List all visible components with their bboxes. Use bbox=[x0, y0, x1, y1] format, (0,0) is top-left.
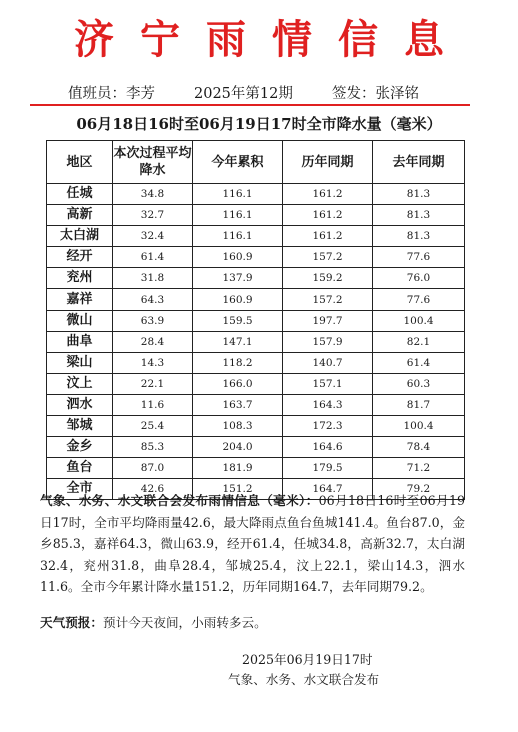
summary-paragraph bbox=[40, 490, 465, 598]
value-cell: 157.2 bbox=[283, 247, 373, 268]
table-row bbox=[47, 331, 465, 352]
value-cell: 60.3 bbox=[373, 373, 465, 394]
table-heading: 06月18日16时至06月19日17时全市降水量（毫米） bbox=[76, 115, 442, 133]
forecast-label: 天气预报： bbox=[40, 615, 103, 630]
value-cell: 161.2 bbox=[283, 184, 373, 205]
area-cell: 金乡 bbox=[47, 437, 113, 458]
col-header-year-total: 今年累积 bbox=[193, 141, 283, 184]
value-cell: 159.2 bbox=[283, 268, 373, 289]
value-cell: 34.8 bbox=[113, 184, 193, 205]
value-cell: 81.3 bbox=[373, 226, 465, 247]
value-cell: 116.1 bbox=[193, 226, 283, 247]
value-cell: 71.2 bbox=[373, 458, 465, 479]
value-cell: 157.9 bbox=[283, 331, 373, 352]
rainfall-table bbox=[46, 140, 465, 500]
duty-officer: 值班员：李芳 bbox=[68, 86, 155, 102]
table-row bbox=[47, 416, 465, 437]
value-cell: 179.5 bbox=[283, 458, 373, 479]
value-cell: 157.2 bbox=[283, 289, 373, 310]
table-row bbox=[47, 247, 465, 268]
value-cell: 160.9 bbox=[193, 289, 283, 310]
table-header-row bbox=[47, 141, 465, 184]
value-cell: 181.9 bbox=[193, 458, 283, 479]
value-cell: 147.1 bbox=[193, 331, 283, 352]
value-cell: 87.0 bbox=[113, 458, 193, 479]
table-row bbox=[47, 205, 465, 226]
value-cell: 28.4 bbox=[113, 331, 193, 352]
value-cell: 81.7 bbox=[373, 394, 465, 415]
value-cell: 116.1 bbox=[193, 205, 283, 226]
col-header-process-avg: 本次过程平均降水 bbox=[113, 141, 193, 184]
table-body bbox=[47, 184, 465, 500]
signer: 签发：张泽铭 bbox=[332, 86, 419, 102]
value-cell: 63.9 bbox=[113, 310, 193, 331]
table-row bbox=[47, 289, 465, 310]
value-cell: 108.3 bbox=[193, 416, 283, 437]
value-cell: 164.6 bbox=[283, 437, 373, 458]
value-cell: 81.3 bbox=[373, 184, 465, 205]
value-cell: 164.3 bbox=[283, 394, 373, 415]
table-row bbox=[47, 184, 465, 205]
value-cell: 172.3 bbox=[283, 416, 373, 437]
area-cell: 邹城 bbox=[47, 416, 113, 437]
table-row bbox=[47, 310, 465, 331]
value-cell: 82.1 bbox=[373, 331, 465, 352]
value-cell: 160.9 bbox=[193, 247, 283, 268]
issue-number: 2025年第12期 bbox=[194, 86, 293, 102]
value-cell: 64.3 bbox=[113, 289, 193, 310]
area-cell: 泗水 bbox=[47, 394, 113, 415]
footer-date: 2025年06月19日17时 bbox=[242, 652, 373, 667]
area-cell: 曲阜 bbox=[47, 331, 113, 352]
value-cell: 42.6 bbox=[113, 479, 193, 500]
value-cell: 61.4 bbox=[113, 247, 193, 268]
value-cell: 166.0 bbox=[193, 373, 283, 394]
forecast-text: 预计今天夜间，小雨转多云。 bbox=[102, 615, 267, 630]
forecast-paragraph bbox=[40, 613, 470, 633]
value-cell: 25.4 bbox=[113, 416, 193, 437]
table-row bbox=[47, 437, 465, 458]
table-row bbox=[47, 394, 465, 415]
col-header-last-year: 去年同期 bbox=[373, 141, 465, 184]
value-cell: 100.4 bbox=[373, 310, 465, 331]
summary-label: 气象、水务、水文联合会发布雨情信息（毫米）： bbox=[40, 493, 319, 508]
value-cell: 11.6 bbox=[113, 394, 193, 415]
value-cell: 204.0 bbox=[193, 437, 283, 458]
area-cell: 全市 bbox=[47, 479, 113, 500]
value-cell: 61.4 bbox=[373, 352, 465, 373]
value-cell: 161.2 bbox=[283, 205, 373, 226]
area-cell: 嘉祥 bbox=[47, 289, 113, 310]
value-cell: 159.5 bbox=[193, 310, 283, 331]
value-cell: 100.4 bbox=[373, 416, 465, 437]
value-cell: 163.7 bbox=[193, 394, 283, 415]
table-row bbox=[47, 268, 465, 289]
value-cell: 14.3 bbox=[113, 352, 193, 373]
value-cell: 161.2 bbox=[283, 226, 373, 247]
summary-text: 06月18日16时至06月19日17时，全市平均降雨量42.6，最大降雨点鱼台鱼城141.4。鱼台87.0，金乡85.3，嘉祥64.3，微山63.9，经开61.4，任城34.8，高新32.7，太白湖32.4，兖州31.8，曲阜28.4，邹城25.4，汶上22.1，梁山14.3，泗水11.6。全市今年累计降水量151.2，历年同期164.7，去年同期79.2。 bbox=[40, 493, 465, 595]
value-cell: 197.7 bbox=[283, 310, 373, 331]
value-cell: 79.2 bbox=[373, 479, 465, 500]
value-cell: 22.1 bbox=[113, 373, 193, 394]
value-cell: 157.1 bbox=[283, 373, 373, 394]
red-divider bbox=[30, 104, 470, 106]
col-header-area: 地区 bbox=[47, 141, 113, 184]
value-cell: 32.7 bbox=[113, 205, 193, 226]
table-row bbox=[47, 226, 465, 247]
area-cell: 任城 bbox=[47, 184, 113, 205]
area-cell: 微山 bbox=[47, 310, 113, 331]
value-cell: 32.4 bbox=[113, 226, 193, 247]
area-cell: 梁山 bbox=[47, 352, 113, 373]
value-cell: 164.7 bbox=[283, 479, 373, 500]
table-row bbox=[47, 373, 465, 394]
value-cell: 85.3 bbox=[113, 437, 193, 458]
col-header-historical: 历年同期 bbox=[283, 141, 373, 184]
value-cell: 151.2 bbox=[193, 479, 283, 500]
value-cell: 77.6 bbox=[373, 289, 465, 310]
page-title: 济宁雨情信息 bbox=[74, 16, 470, 63]
area-cell: 鱼台 bbox=[47, 458, 113, 479]
area-cell: 太白湖 bbox=[47, 226, 113, 247]
area-cell: 兖州 bbox=[47, 268, 113, 289]
value-cell: 140.7 bbox=[283, 352, 373, 373]
value-cell: 116.1 bbox=[193, 184, 283, 205]
value-cell: 77.6 bbox=[373, 247, 465, 268]
footer-publisher: 气象、水务、水文联合发布 bbox=[228, 672, 380, 687]
table-row bbox=[47, 458, 465, 479]
area-cell: 经开 bbox=[47, 247, 113, 268]
value-cell: 81.3 bbox=[373, 205, 465, 226]
area-cell: 汶上 bbox=[47, 373, 113, 394]
area-cell: 高新 bbox=[47, 205, 113, 226]
value-cell: 137.9 bbox=[193, 268, 283, 289]
value-cell: 78.4 bbox=[373, 437, 465, 458]
value-cell: 118.2 bbox=[193, 352, 283, 373]
value-cell: 76.0 bbox=[373, 268, 465, 289]
value-cell: 31.8 bbox=[113, 268, 193, 289]
table-row bbox=[47, 352, 465, 373]
